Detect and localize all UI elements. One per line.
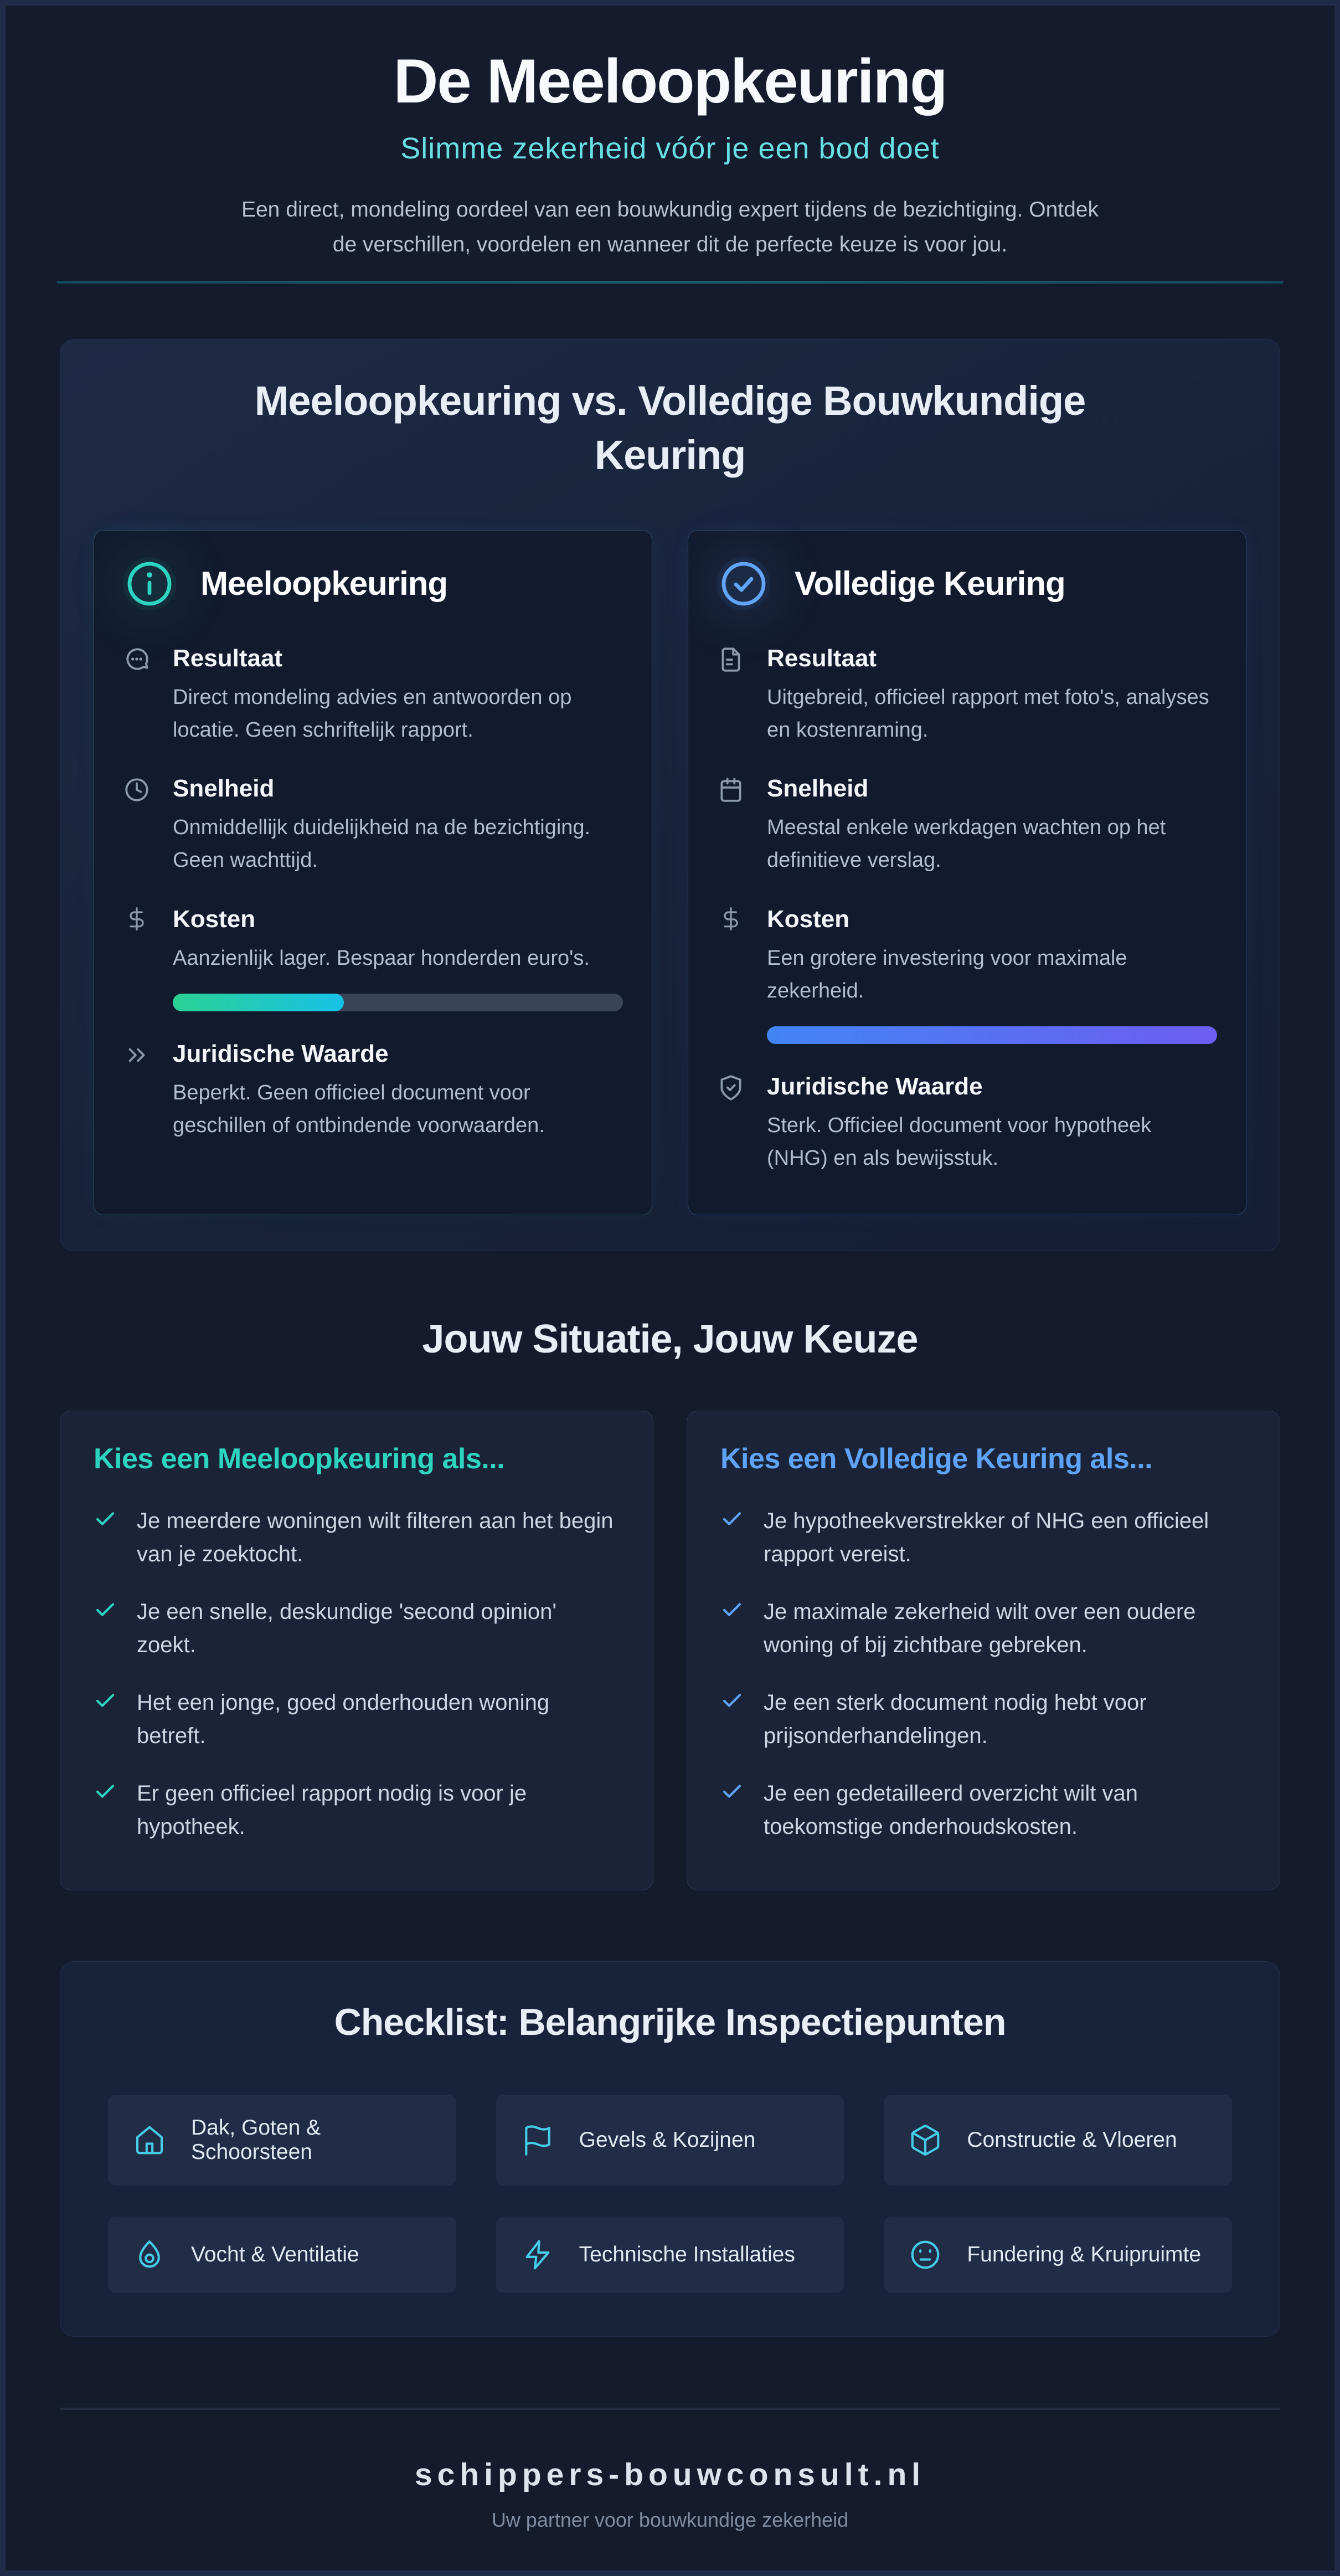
- feature-label: Juridische Waarde: [767, 1073, 983, 1101]
- checklist-tile-dak: [108, 2095, 456, 2186]
- checklist-label: Technische Installaties: [579, 2242, 795, 2266]
- dollar-icon: [717, 906, 746, 1044]
- feature-snelheid: [123, 775, 623, 877]
- feature-juridische-waarde: [717, 1073, 1217, 1175]
- checklist-label: Gevels & Kozijnen: [579, 2127, 756, 2152]
- choice-item: [720, 1777, 1246, 1843]
- choice-item: [94, 1504, 620, 1571]
- feature-text: Uitgebreid, officieel rapport met foto's, analyses en kostenraming.: [767, 685, 1209, 742]
- checkmark-icon: [94, 1777, 118, 1806]
- checkmark-icon: [720, 1595, 745, 1624]
- feature-kosten: [717, 906, 1217, 1044]
- card-title: Volledige Keuring: [795, 565, 1065, 603]
- feature-text: Direct mondeling advies en antwoorden op locatie. Geen schriftelijk rapport.: [173, 685, 572, 742]
- feature-label: Resultaat: [767, 644, 877, 672]
- choice-item: [720, 1595, 1246, 1662]
- shield-check-icon: [717, 1073, 746, 1175]
- feature-label: Snelheid: [173, 775, 275, 803]
- checklist-tile-installaties: [496, 2217, 844, 2293]
- feature-text: Meestal enkele werkdagen wachten op het definitieve verslag.: [767, 816, 1166, 872]
- feature-resultaat: [717, 645, 1217, 747]
- check-circle-icon: [717, 557, 770, 610]
- checklist-tile-constructie: [884, 2095, 1232, 2186]
- checklist-tile-vocht: [108, 2217, 456, 2293]
- droplet-icon: [132, 2238, 167, 2272]
- choice-item-text: Je maximale zekerheid wilt over een oudere woning of bij zichtbare gebreken.: [764, 1599, 1196, 1657]
- choice-item-text: Je een sterk document nodig hebt voor prijsonderhandelingen.: [764, 1690, 1147, 1748]
- cost-bar-fill: [173, 994, 344, 1011]
- feature-text: Aanzienlijk lager. Bespaar honderden euro's.: [173, 947, 590, 970]
- feature-text: Onmiddellijk duidelijkheid na de bezichtiging. Geen wachttijd.: [173, 816, 591, 872]
- choice-card-meeloopkeuring: [60, 1411, 653, 1890]
- choice-card-volledige-keuring: [687, 1411, 1280, 1890]
- comparison-cards: [94, 530, 1246, 1215]
- dollar-icon: [123, 906, 152, 1011]
- choice-item: [94, 1777, 620, 1843]
- feature-label: Kosten: [173, 906, 256, 933]
- feature-juridische-waarde: [123, 1040, 623, 1142]
- clock-icon: [123, 775, 152, 877]
- card-header: [717, 557, 1217, 610]
- info-icon: [123, 557, 176, 610]
- checkmark-icon: [720, 1777, 745, 1806]
- checkmark-icon: [94, 1595, 118, 1624]
- feature-resultaat: [123, 645, 623, 747]
- page-footer: [6, 2456, 1334, 2570]
- cost-bar-track: [767, 1026, 1217, 1044]
- feature-snelheid: [717, 775, 1217, 877]
- choice-card-title: Kies een Volledige Keuring als...: [720, 1442, 1153, 1475]
- checklist-tile-fundering: [884, 2217, 1232, 2293]
- feature-kosten: [123, 906, 623, 1011]
- feature-label: Resultaat: [173, 644, 283, 672]
- checklist-label: Fundering & Kruipruimte: [967, 2242, 1202, 2266]
- choice-item: [94, 1595, 620, 1662]
- calendar-icon: [717, 775, 746, 877]
- brand-tagline: Uw partner voor bouwkundige zekerheid: [491, 2508, 849, 2531]
- page-header: [6, 6, 1334, 284]
- checkmark-icon: [720, 1504, 745, 1534]
- card-title: Meeloopkeuring: [200, 565, 448, 603]
- checkmark-icon: [94, 1504, 118, 1534]
- choice-item-text: Je een gedetailleerd overzicht wilt van toekomstige onderhoudskosten.: [764, 1781, 1138, 1839]
- feature-label: Kosten: [767, 906, 850, 933]
- footer-divider: [60, 2408, 1280, 2410]
- choice-item-text: Je hypotheekverstrekker of NHG een officieel rapport vereist.: [764, 1508, 1209, 1566]
- flag-icon: [520, 2123, 555, 2157]
- feature-label: Juridische Waarde: [173, 1040, 389, 1068]
- choice-item: [94, 1686, 620, 1752]
- cost-bar-fill: [767, 1026, 1217, 1044]
- page-intro: Een direct, mondeling oordeel van een bouwkundig expert tijdens de bezichtiging. Ontdek de verschillen, voordelen en wanneer dit de perfecte keuze is voor jou.: [241, 198, 1099, 257]
- checkmark-icon: [720, 1686, 745, 1715]
- choice-item-text: Het een jonge, goed onderhouden woning betreft.: [137, 1690, 550, 1748]
- checklist-label: Dak, Goten & Schoorsteen: [191, 2115, 321, 2164]
- checklist-label: Constructie & Vloeren: [967, 2127, 1177, 2152]
- cube-icon: [908, 2123, 942, 2157]
- checklist-tile-gevels: [496, 2095, 844, 2186]
- card-header: [123, 557, 623, 610]
- choice-cards: [60, 1411, 1280, 1890]
- feature-text: Beperkt. Geen officieel document voor geschillen of ontbindende voorwaarden.: [173, 1081, 545, 1138]
- choice-item-text: Er geen officieel rapport nodig is voor je hypotheek.: [137, 1781, 527, 1839]
- choice-item: [720, 1504, 1246, 1571]
- choice-item-text: Je meerdere woningen wilt filteren aan het begin van je zoektocht.: [137, 1508, 614, 1566]
- brand-name: schippers-bouwconsult.nl: [414, 2456, 926, 2492]
- feature-label: Snelheid: [767, 775, 869, 803]
- document-icon: [717, 645, 746, 747]
- checklist-section: [60, 1961, 1280, 2337]
- checklist-title: Checklist: Belangrijke Inspectiepunten: [334, 2001, 1006, 2043]
- choice-item: [720, 1686, 1246, 1752]
- comparison-title: Meeloopkeuring vs. Volledige Bouwkundige Keuring: [254, 378, 1086, 479]
- choice-item-text: Je een snelle, deskundige 'second opinion' zoekt.: [137, 1599, 557, 1657]
- comparison-card-meeloopkeuring: [94, 530, 652, 1215]
- meh-face-icon: [908, 2238, 942, 2272]
- home-icon: [132, 2123, 167, 2157]
- chevrons-right-icon: [123, 1040, 152, 1142]
- checkmark-icon: [94, 1686, 118, 1715]
- page-title: De Meeloopkeuring: [393, 47, 947, 116]
- page-subtitle: Slimme zekerheid vóór je een bod doet: [400, 132, 940, 165]
- feature-text: Sterk. Officieel document voor hypotheek (NHG) en als bewijsstuk.: [767, 1114, 1152, 1170]
- choice-card-title: Kies een Meeloopkeuring als...: [94, 1442, 505, 1475]
- choices-section: [6, 1317, 1334, 1890]
- lightning-icon: [520, 2238, 555, 2272]
- checklist-grid: [108, 2095, 1232, 2293]
- header-divider: [56, 281, 1284, 284]
- checklist-label: Vocht & Ventilatie: [191, 2242, 359, 2266]
- speech-bubble-icon: [123, 645, 152, 747]
- choices-title: Jouw Situatie, Jouw Keuze: [422, 1317, 918, 1361]
- comparison-section: [60, 339, 1280, 1251]
- feature-text: Een grotere investering voor maximale zekerheid.: [767, 947, 1127, 1003]
- cost-bar-track: [173, 994, 623, 1011]
- comparison-card-volledige-keuring: [688, 530, 1246, 1215]
